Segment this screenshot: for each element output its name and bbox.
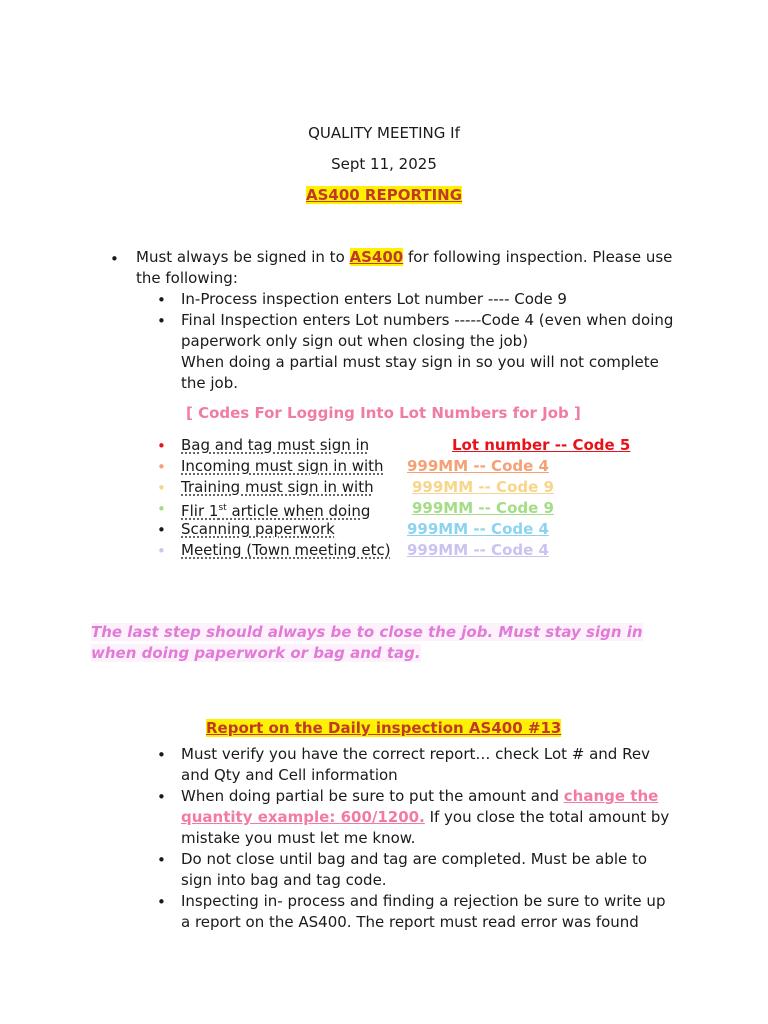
- bullet-icon: •: [110, 250, 119, 268]
- document-date: Sept 11, 2025: [331, 155, 437, 173]
- bullet-icon: •: [157, 893, 166, 911]
- bullet-icon: •: [157, 437, 166, 455]
- signin-sub2-l1: Final Inspection enters Lot numbers -----Code 4 (even when doing: [181, 311, 674, 329]
- code-label: Incoming must sign in with: [181, 457, 384, 475]
- code-label: Meeting (Town meeting etc): [181, 541, 391, 559]
- signin-line2: the following:: [136, 269, 238, 287]
- codes-heading: [ Codes For Logging Into Lot Numbers for Job ]: [186, 404, 581, 422]
- bullet-icon: •: [157, 521, 166, 539]
- bullet-icon: •: [157, 458, 166, 476]
- report-b2-post: If you close the total amount by: [424, 808, 670, 826]
- report-b1-l2: and Qty and Cell information: [181, 766, 398, 784]
- bullet-icon: •: [157, 479, 166, 497]
- code-label: Training must sign in with: [181, 478, 374, 496]
- report-b2-l3: mistake you must let me know.: [181, 829, 416, 847]
- code-label: Scanning paperwork: [181, 520, 335, 538]
- report-b2-l2: [181, 807, 669, 828]
- report-b4-l2: a report on the AS400. The report must read error was found: [181, 913, 639, 931]
- code-value: 999MM -- Code 9: [412, 478, 554, 496]
- bullet-icon: •: [157, 312, 166, 330]
- report-b2-pre: When doing partial be sure to put the amount and: [181, 787, 564, 805]
- note-line2-text: when doing paperwork or bag and tag.: [91, 644, 421, 662]
- signin-sub1: In-Process inspection enters Lot number ---- Code 9: [181, 290, 567, 308]
- bullet-icon: •: [157, 291, 166, 309]
- note-line2: [91, 643, 421, 664]
- report-b2-pink: quantity example: 600/1200.: [181, 808, 425, 826]
- bullet-icon: •: [157, 542, 166, 560]
- signin-pre: Must always be signed in to: [136, 248, 350, 266]
- report-title: [206, 719, 561, 737]
- report-b1-l1: Must verify you have the correct report… check Lot # and Rev: [181, 745, 650, 763]
- bullet-icon: •: [157, 746, 166, 764]
- report-b3-l1: Do not close until bag and tag are completed. Must be able to: [181, 850, 648, 868]
- code-value: 999MM -- Code 4: [407, 457, 549, 475]
- signin-sub2-l2: paperwork only sign out when closing the job): [181, 332, 529, 350]
- report-b2-l1: [181, 786, 658, 807]
- signin-line1: [136, 247, 672, 268]
- note-line1: [91, 622, 643, 643]
- code-value: Lot number -- Code 5: [452, 436, 631, 454]
- signin-sub2-l3: When doing a partial must stay sign in so you will not complete: [181, 353, 659, 371]
- code-label-sup: st: [218, 503, 227, 513]
- code-value: 999MM -- Code 4: [407, 520, 549, 538]
- document-title: QUALITY MEETING If: [308, 124, 460, 142]
- bullet-icon: •: [157, 788, 166, 806]
- code-label: Bag and tag must sign in: [181, 436, 370, 454]
- section-title: [0, 186, 768, 204]
- signin-post: for following inspection. Please use: [403, 248, 673, 266]
- code-label-part: article when doing: [226, 502, 371, 520]
- code-value: 999MM -- Code 4: [407, 541, 549, 559]
- report-b2-pink: change the: [563, 787, 659, 805]
- code-label-part: Flir 1: [181, 502, 219, 520]
- note-line1-text: The last step should always be to close the job. Must stay sign in: [91, 623, 643, 641]
- code-value: 999MM -- Code 9: [412, 499, 554, 517]
- bullet-icon: •: [157, 500, 166, 518]
- report-title-text: Report on the Daily inspection AS400 #13: [206, 719, 562, 737]
- section-title-text: AS400 REPORTING: [305, 186, 463, 204]
- report-b3-l2: sign into bag and tag code.: [181, 871, 387, 889]
- bullet-icon: •: [157, 851, 166, 869]
- signin-sub2-l4: the job.: [181, 374, 239, 392]
- signin-highlight: AS400: [349, 248, 404, 266]
- report-b4-l1: Inspecting in- process and finding a rejection be sure to write up: [181, 892, 666, 910]
